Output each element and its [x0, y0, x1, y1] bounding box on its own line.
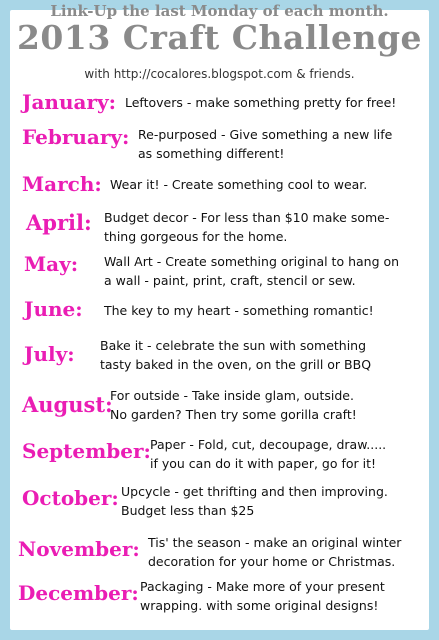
month-label: September: — [22, 439, 151, 463]
month-description — [148, 533, 401, 571]
month-label: November: — [18, 537, 140, 561]
description-line: Bake it - celebrate the sun with something — [100, 338, 367, 353]
month-description — [138, 125, 392, 163]
month-row-february — [0, 125, 439, 165]
description-line: decoration for your home or Christmas. — [148, 554, 396, 569]
month-row-july — [0, 336, 439, 376]
month-row-may — [0, 252, 439, 292]
month-row-april — [0, 208, 439, 248]
month-description — [104, 301, 374, 320]
description-line: Re-purposed - Give something a new life — [138, 127, 393, 142]
description-line: as something different! — [138, 146, 285, 161]
month-row-august — [0, 386, 439, 426]
description-line: a wall - paint, print, craft, stencil or sew. — [104, 273, 356, 288]
month-row-september — [0, 435, 439, 475]
month-row-december — [0, 577, 439, 617]
description-line: if you can do it with paper, go for it! — [150, 456, 377, 471]
description-line: Paper - Fold, cut, decoupage, draw..... — [150, 437, 387, 452]
month-description — [140, 577, 385, 615]
page-title: 2013 Craft Challenge — [16, 18, 423, 57]
month-row-june — [0, 297, 439, 337]
description-line: thing gorgeous for the home. — [104, 229, 288, 244]
month-label: January: — [22, 90, 117, 114]
description-line: Tis' the season - make an original winter — [148, 535, 402, 550]
header-subtitle: with http://cocalores.blogspot.com & friends. — [84, 67, 355, 81]
month-row-march — [0, 172, 439, 212]
month-description — [121, 482, 388, 520]
month-label: July: — [24, 342, 75, 366]
month-description — [125, 93, 396, 112]
description-line: Wear it! - Create something cool to wear. — [110, 177, 368, 192]
description-line: Budget less than $25 — [121, 503, 255, 518]
description-line: The key to my heart - something romantic! — [104, 303, 374, 318]
month-description — [110, 386, 357, 424]
month-description — [150, 435, 386, 473]
month-description — [104, 252, 399, 290]
description-line: Budget decor - For less than $10 make some- — [104, 210, 390, 225]
description-line: Upcycle - get thrifting and then improving. — [121, 484, 388, 499]
description-line: tasty baked in the oven, on the grill or BBQ — [100, 357, 372, 372]
month-label: December: — [18, 581, 139, 605]
description-line: Packaging - Make more of your present — [140, 579, 385, 594]
month-row-january — [0, 90, 439, 130]
month-label: March: — [22, 172, 102, 196]
month-row-november — [0, 533, 439, 573]
description-line: Leftovers - make something pretty for free! — [125, 95, 397, 110]
month-description — [100, 336, 371, 374]
description-line: Wall Art - Create something original to hang on — [104, 254, 400, 269]
month-description — [110, 175, 367, 194]
month-label: August: — [22, 392, 113, 417]
month-label: May: — [24, 252, 79, 276]
description-line: No garden? Then try some gorilla craft! — [110, 407, 357, 422]
month-description — [104, 208, 389, 246]
month-row-october — [0, 482, 439, 522]
month-label: October: — [22, 486, 119, 510]
description-line: For outside - Take inside glam, outside. — [110, 388, 354, 403]
month-label: June: — [24, 297, 83, 321]
description-line: wrapping. with some original designs! — [140, 598, 379, 613]
month-label: February: — [22, 125, 130, 149]
header-line1: Link-Up the last Monday of each month. — [50, 2, 389, 20]
month-label: April: — [26, 210, 92, 235]
